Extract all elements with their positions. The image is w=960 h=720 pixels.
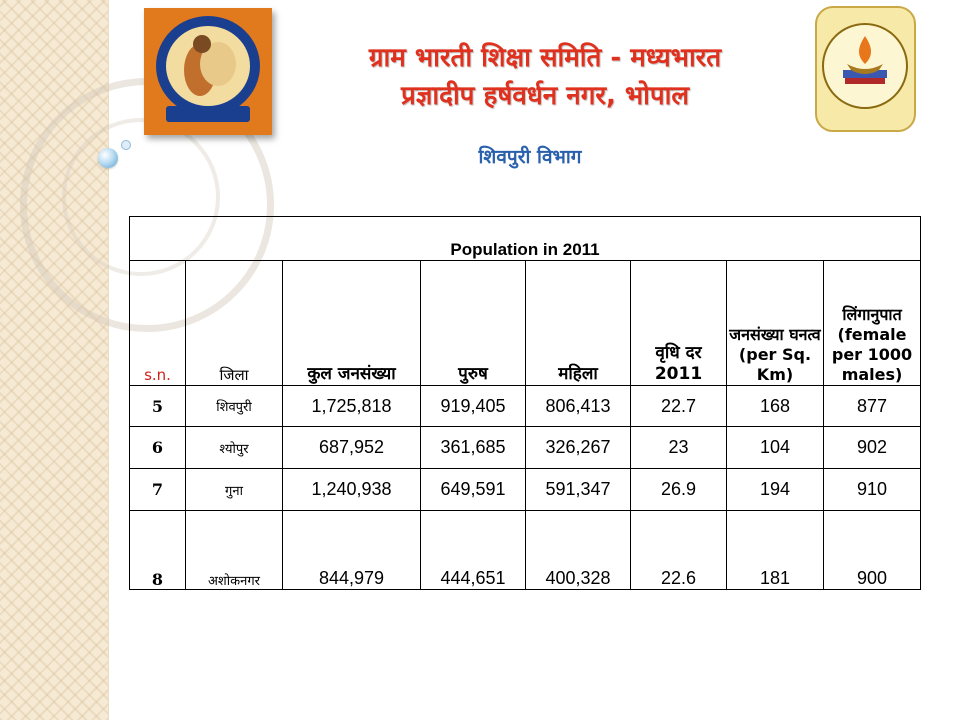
cell-male: 361,685 bbox=[421, 427, 526, 469]
cell-sn: 7 bbox=[130, 469, 186, 511]
cell-district: श्योपुर bbox=[186, 427, 283, 469]
cell-sex-ratio: 900 bbox=[824, 511, 921, 590]
cell-male: 649,591 bbox=[421, 469, 526, 511]
cell-male: 444,651 bbox=[421, 511, 526, 590]
organization-heading: ग्राम भारती शिक्षा समिति - मध्यभारत bbox=[368, 43, 722, 73]
cell-growth: 26.9 bbox=[631, 469, 727, 511]
cell-district: अशोकनगर bbox=[186, 511, 283, 590]
cell-growth: 22.6 bbox=[631, 511, 727, 590]
table-row bbox=[130, 427, 921, 469]
cell-density: 168 bbox=[727, 386, 824, 427]
vidya-bharati-logo bbox=[815, 6, 916, 132]
cell-density: 194 bbox=[727, 469, 824, 511]
column-header-district: जिला bbox=[186, 261, 283, 386]
cell-total: 687,952 bbox=[283, 427, 421, 469]
address-heading: प्रज्ञादीप हर्षवर्धन नगर, भोपाल bbox=[400, 81, 690, 111]
column-header-sn: s.n. bbox=[130, 261, 186, 386]
column-header-female: महिला bbox=[526, 261, 631, 386]
saraswati-shishu-mandir-logo bbox=[144, 8, 272, 135]
cell-sex-ratio: 877 bbox=[824, 386, 921, 427]
decorative-small-bubble-icon bbox=[121, 140, 131, 150]
cell-total: 844,979 bbox=[283, 511, 421, 590]
cell-density: 181 bbox=[727, 511, 824, 590]
column-header-density: जनसंख्या घनत्व (per Sq. Km) bbox=[727, 261, 824, 386]
cell-district: शिवपुरी bbox=[186, 386, 283, 427]
cell-male: 919,405 bbox=[421, 386, 526, 427]
cell-female: 326,267 bbox=[526, 427, 631, 469]
cell-sex-ratio: 910 bbox=[824, 469, 921, 511]
table-title-row bbox=[130, 217, 921, 261]
division-heading: शिवपुरी विभाग bbox=[478, 146, 582, 168]
column-header-male: पुरुष bbox=[421, 261, 526, 386]
decorative-bubble-icon bbox=[98, 148, 118, 168]
cell-sn: 5 bbox=[130, 386, 186, 427]
table-title: Population in 2011 bbox=[130, 217, 921, 261]
cell-growth: 23 bbox=[631, 427, 727, 469]
column-header-growth-rate: वृधि दर 2011 bbox=[631, 261, 727, 386]
column-header-total-population: कुल जनसंख्या bbox=[283, 261, 421, 386]
table-row bbox=[130, 469, 921, 511]
table-row bbox=[130, 386, 921, 427]
cell-growth: 22.7 bbox=[631, 386, 727, 427]
cell-sex-ratio: 902 bbox=[824, 427, 921, 469]
cell-sn: 8 bbox=[130, 511, 186, 590]
cell-female: 591,347 bbox=[526, 469, 631, 511]
cell-total: 1,725,818 bbox=[283, 386, 421, 427]
cell-sn: 6 bbox=[130, 427, 186, 469]
cell-female: 806,413 bbox=[526, 386, 631, 427]
decorative-side-strip bbox=[0, 0, 109, 720]
column-header-sex-ratio: लिंगानुपात (female per 1000 males) bbox=[824, 261, 921, 386]
cell-total: 1,240,938 bbox=[283, 469, 421, 511]
cell-density: 104 bbox=[727, 427, 824, 469]
table-row bbox=[130, 511, 921, 590]
population-table bbox=[129, 216, 921, 590]
cell-district: गुना bbox=[186, 469, 283, 511]
cell-female: 400,328 bbox=[526, 511, 631, 590]
table-header-row bbox=[130, 261, 921, 386]
